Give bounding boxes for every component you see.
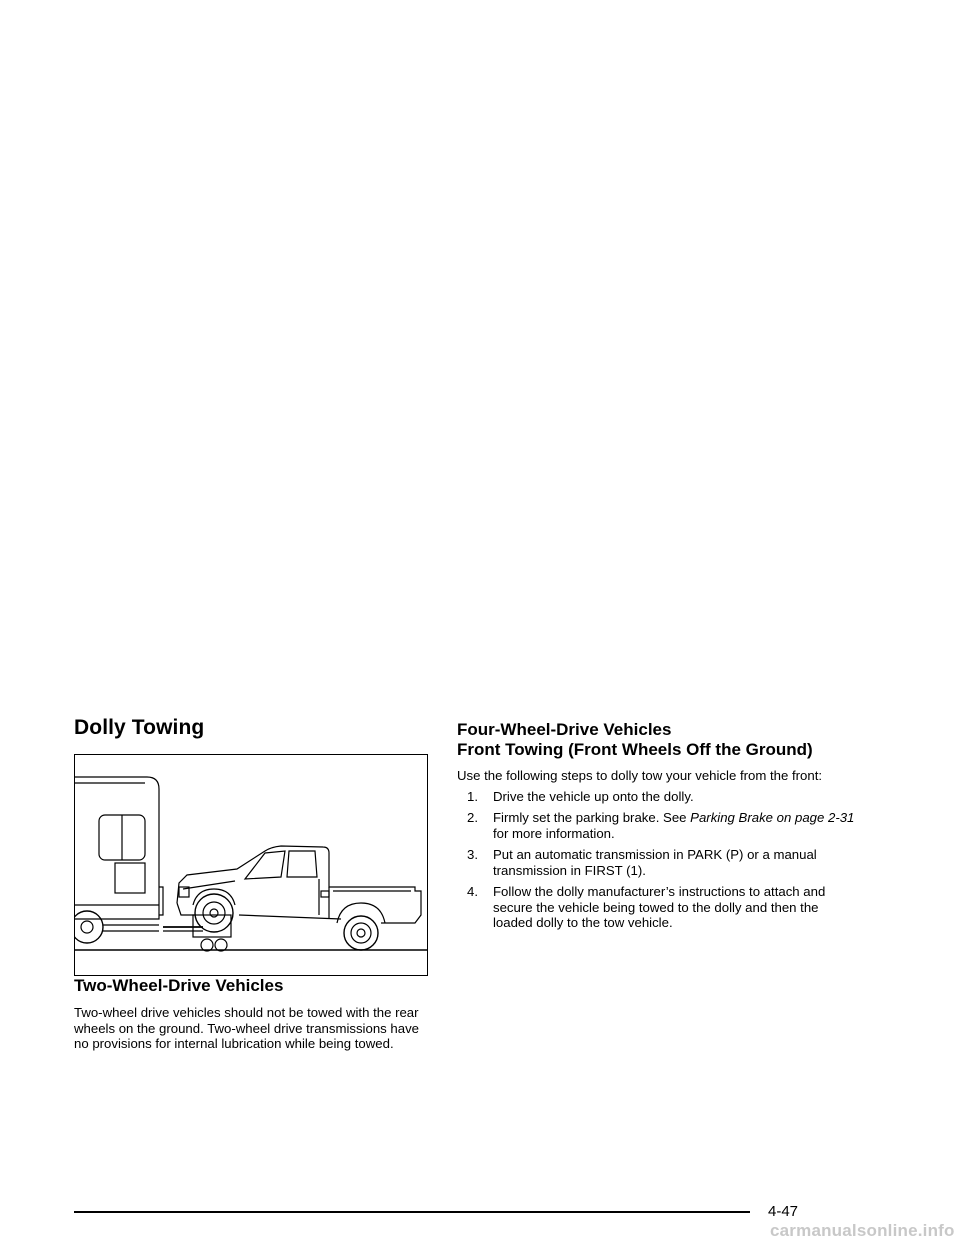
step-number: 4. (467, 884, 478, 899)
step-number: 1. (467, 788, 478, 804)
page-number: 4-47 (768, 1203, 799, 1220)
step-text (493, 810, 857, 841)
footer-rule (74, 1211, 750, 1213)
section-title: Dolly Towing (74, 716, 205, 739)
left-column (74, 716, 430, 1052)
step-text-pre: Firmly set the parking brake. See (493, 810, 691, 825)
right-column (457, 720, 857, 937)
list-item (457, 847, 857, 878)
two-wheel-drive-heading: Two-Wheel-Drive Vehicles (74, 976, 284, 995)
list-item (457, 789, 857, 805)
step-text: Put an automatic transmission in PARK (P) or a manual transmission in FIRST (1). (493, 847, 817, 878)
step-number: 3. (467, 847, 478, 862)
step-text-post: for more information. (493, 825, 615, 841)
step-text: Drive the vehicle up onto the dolly. (493, 788, 694, 804)
four-wheel-drive-heading: Four-Wheel-Drive Vehicles (457, 720, 672, 739)
parking-brake-reference-link[interactable]: Parking Brake on page 2-31 (690, 810, 855, 825)
tow-dolly (193, 915, 231, 951)
two-wheel-drive-paragraph: Two-wheel drive vehicles should not be towed with the rear wheels on the ground. Two-wheel drive transmissions have no provisions for internal lubrication while being towed. (74, 1005, 420, 1051)
towing-steps-list (457, 789, 857, 931)
tow-vehicle (75, 777, 163, 943)
list-item (457, 810, 857, 841)
pickup-truck (177, 846, 421, 950)
step-number: 2. (467, 810, 478, 825)
dolly-towing-illustration (74, 754, 428, 976)
list-item (457, 884, 857, 931)
front-towing-intro: Use the following steps to dolly tow your vehicle from the front: (457, 768, 823, 783)
watermark: carmanualsonline.info (770, 1221, 955, 1240)
step-text: Follow the dolly manufacturer’s instructions to attach and secure the vehicle being towed to the dolly and then the loaded dolly to the tow vehicle. (493, 884, 826, 930)
front-towing-heading: Front Towing (Front Wheels Off the Ground) (457, 740, 813, 759)
